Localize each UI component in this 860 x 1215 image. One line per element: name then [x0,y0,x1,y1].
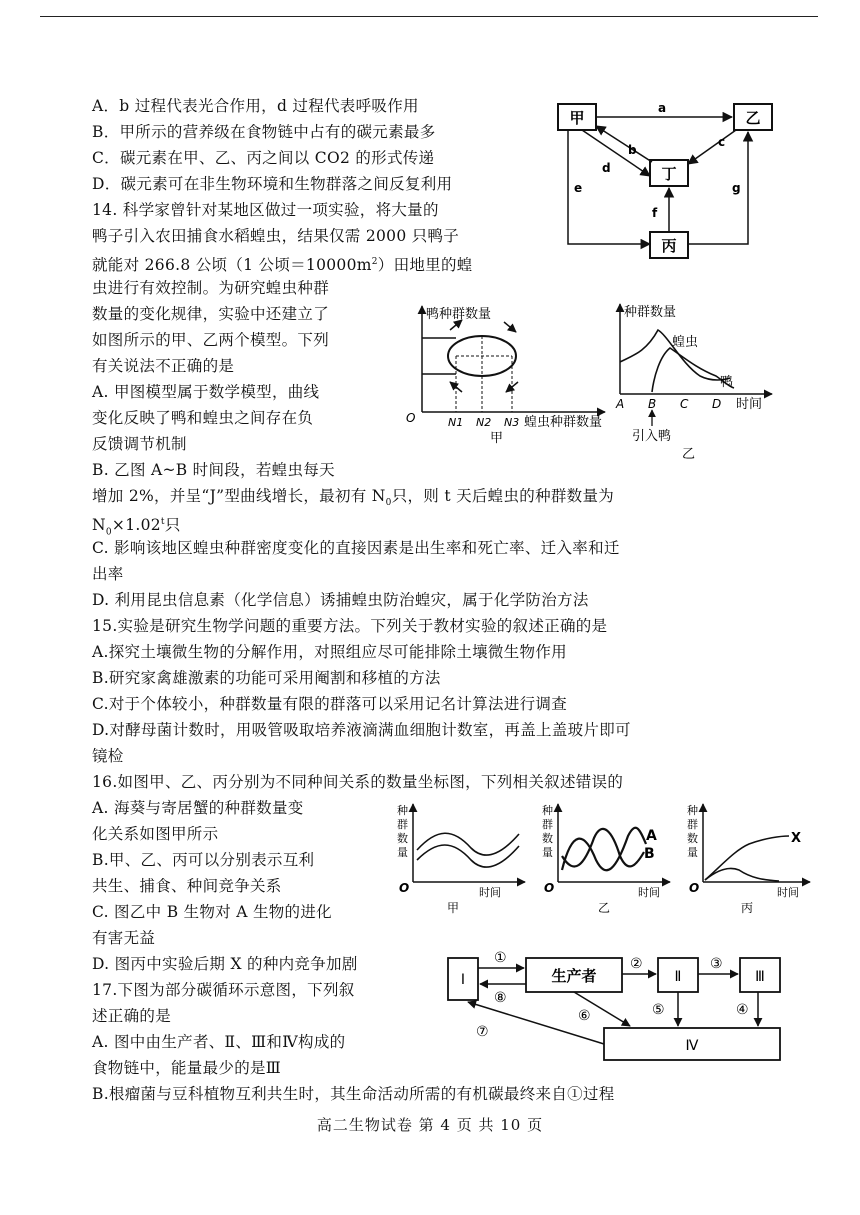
svg-text:⑧: ⑧ [494,990,507,1006]
q16-chart-jia [397,804,525,915]
carbon-cycle-diagram-17 [440,944,785,1064]
q13-option-a: A．b 过程代表光合作用，d 过程代表呼吸作用 [92,97,419,115]
q17-option-a-1: A. 图中由生产者、Ⅱ、Ⅲ和Ⅳ构成的 [92,1033,346,1051]
q16-option-b-1: B.甲、乙、丙可以分别表示互利 [92,851,315,869]
q16-chart-bing [687,804,810,915]
q14-stem-6: 如图所示的甲、乙两个模型。下列 [92,331,330,349]
svg-text:C: C [680,397,689,411]
q16-option-d: D. 图丙中实验后期 X 的种内竞争加剧 [92,955,358,973]
svg-text:N3: N3 [504,416,520,429]
svg-text:f: f [652,206,658,220]
svg-text:群: 群 [687,818,698,831]
svg-text:O: O [544,881,555,895]
q14-stem-7: 有关说法不正确的是 [92,357,235,375]
svg-text:O: O [406,411,416,425]
top-rule [40,16,818,17]
svg-text:D: D [712,397,722,411]
svg-text:Ⅰ: Ⅰ [460,972,466,988]
svg-text:g: g [732,181,741,195]
jia-xlabel: 蝗虫种群数量 [524,415,603,430]
q16-stem: 16.如图甲、乙、丙分别为不同种间关系的数量坐标图，下列相关叙述错误的 [92,773,624,791]
svg-text:N1: N1 [448,416,464,429]
svg-text:时间: 时间 [479,886,501,899]
jia-caption: 甲 [490,431,504,446]
q14-stem-3: 就能对 266.8 公顷（1 公顷$=10000m^2$）田地里的蝗 [92,256,473,275]
q16-figures [395,800,815,918]
svg-text:量: 量 [397,846,408,859]
q13-option-c: C．碳元素在甲、乙、丙之间以 CO2 的形式传递 [92,149,435,167]
jia-ylabel: 鸭种群数量 [426,307,492,322]
q16-option-a-1: A. 海葵与寄居蟹的种群数量变 [92,799,304,817]
q15-option-d-2: 镜检 [92,747,124,765]
yi-note: 引入鸭 [632,429,672,444]
svg-text:群: 群 [397,818,408,831]
svg-text:d: d [602,161,611,175]
svg-text:甲: 甲 [447,901,460,915]
svg-text:数: 数 [542,832,553,845]
svg-text:⑦: ⑦ [476,1024,489,1040]
q14-option-d: D. 利用昆虫信息素（化学信息）诱捕蝗虫防治蝗灾，属于化学防治方法 [92,591,589,609]
q17-option-a-2: 食物链中，能量最少的是Ⅲ [92,1059,282,1077]
svg-text:种: 种 [397,804,408,817]
svg-text:种: 种 [687,804,698,817]
svg-text:e: e [574,181,583,195]
node-yi-label: 乙 [745,109,761,127]
svg-text:种: 种 [542,804,553,817]
svg-text:乙: 乙 [598,901,611,915]
svg-text:Ⅱ: Ⅱ [674,969,682,985]
svg-text:数: 数 [397,832,408,845]
q14-stem-4: 虫进行有效控制。为研究蝗虫种群 [92,279,330,297]
q17-option-b: B.根瘤菌与豆科植物互利共生时，其生命活动所需的有机碳最终来自①过程 [92,1085,615,1103]
q13-option-d: D．碳元素可在非生物环境和生物群落之间反复利用 [92,175,453,193]
svg-text:Ⅲ: Ⅲ [755,969,765,985]
svg-text:时间: 时间 [638,886,660,899]
q14-option-b-1: B. 乙图 A~B 时间段，若蝗虫每天 [92,461,335,479]
q14-option-a-3: 反馈调节机制 [92,435,187,453]
q14-option-c-2: 出率 [92,565,124,583]
q15-option-b: B.研究家禽雄激素的功能可采用阉割和移植的方法 [92,669,441,687]
node-jia-label: 甲 [569,109,585,127]
svg-text:c: c [718,135,726,149]
svg-text:蝗虫: 蝗虫 [672,335,699,350]
svg-text:Ⅳ: Ⅳ [685,1038,699,1054]
svg-text:鸭: 鸭 [720,375,734,390]
yi-ylabel: 种群数量 [624,305,677,320]
page-footer: 高二生物试卷 第 4 页 共 10 页 [316,1116,544,1134]
q14-stem-2: 鸭子引入农田捕食水稻蝗虫，结果仅需 2000 只鸭子 [92,227,460,245]
svg-text:丙: 丙 [741,901,754,915]
svg-text:A: A [646,828,657,844]
q14-figure-jia [400,300,610,460]
node-bing-label: 丙 [661,237,677,255]
svg-text:⑥: ⑥ [578,1008,591,1024]
q16-option-b-2: 共生、捕食、种间竞争关系 [92,877,282,895]
q14-stem-5: 数量的变化规律，实验中还建立了 [92,305,330,323]
svg-text:b: b [628,143,637,157]
svg-text:量: 量 [687,846,698,859]
q17-stem-2: 述正确的是 [92,1007,172,1025]
svg-text:时间: 时间 [736,397,763,412]
q14-figure-yi [612,296,782,466]
svg-text:B: B [644,846,655,862]
q14-option-c-1: C. 影响该地区蝗虫种群密度变化的直接因素是出生率和死亡率、迁入率和迁 [92,539,620,557]
q14-option-b-3: $N_0\times 1.02^t$只 [92,516,181,538]
svg-text:B: B [648,397,657,411]
svg-text:时间: 时间 [777,886,799,899]
q14-option-a-1: A. 甲图模型属于数学模型，曲线 [92,383,320,401]
svg-text:O: O [399,881,410,895]
q15-option-a: A.探究土壤微生物的分解作用，对照组应尽可能排除土壤微生物作用 [92,643,567,661]
svg-text:量: 量 [542,846,553,859]
q17-stem-1: 17.下图为部分碳循环示意图，下列叙 [92,981,355,999]
svg-text:②: ② [630,956,643,972]
q16-chart-yi [542,804,670,915]
svg-text:O: O [689,881,700,895]
q13-option-b: B．甲所示的营养级在食物链中占有的碳元素最多 [92,123,436,141]
svg-text:a: a [657,101,667,115]
q14-option-a-2: 变化反映了鸭和蝗虫之间存在负 [92,409,314,427]
q15-stem: 15.实验是研究生物学问题的重要方法。下列关于教材实验的叙述正确的是 [92,617,608,635]
q15-option-d-1: D.对酵母菌计数时，用吸管吸取培养液滴满血细胞计数室，再盖上盖玻片即可 [92,721,631,739]
q16-option-a-2: 化关系如图甲所示 [92,825,219,843]
svg-text:生产者: 生产者 [551,967,597,985]
q16-option-c-2: 有害无益 [92,929,156,947]
q15-option-c: C.对于个体较小，种群数量有限的群落可以采用记名计算法进行调查 [92,695,568,713]
svg-text:数: 数 [687,832,698,845]
svg-text:④: ④ [736,1002,749,1018]
q14-stem-1: 14. 科学家曾针对某地区做过一项实验，将大量的 [92,201,439,219]
yi-caption: 乙 [682,447,696,462]
svg-text:①: ① [494,950,507,966]
svg-text:⑤: ⑤ [652,1002,665,1018]
carbon-cycle-diagram-13 [552,92,782,272]
svg-text:A: A [616,397,625,411]
q14-option-b-2: 增加 2%，并呈“J”型曲线增长，最初有 $N_0$只，则 t 天后蝗虫的种群数量为 [92,487,615,509]
svg-text:③: ③ [710,956,723,972]
svg-text:群: 群 [542,818,553,831]
q16-option-c-1: C. 图乙中 B 生物对 A 生物的进化 [92,903,332,921]
svg-text:N2: N2 [476,416,492,429]
node-ding-label: 丁 [661,165,677,183]
svg-text:X: X [791,831,802,846]
